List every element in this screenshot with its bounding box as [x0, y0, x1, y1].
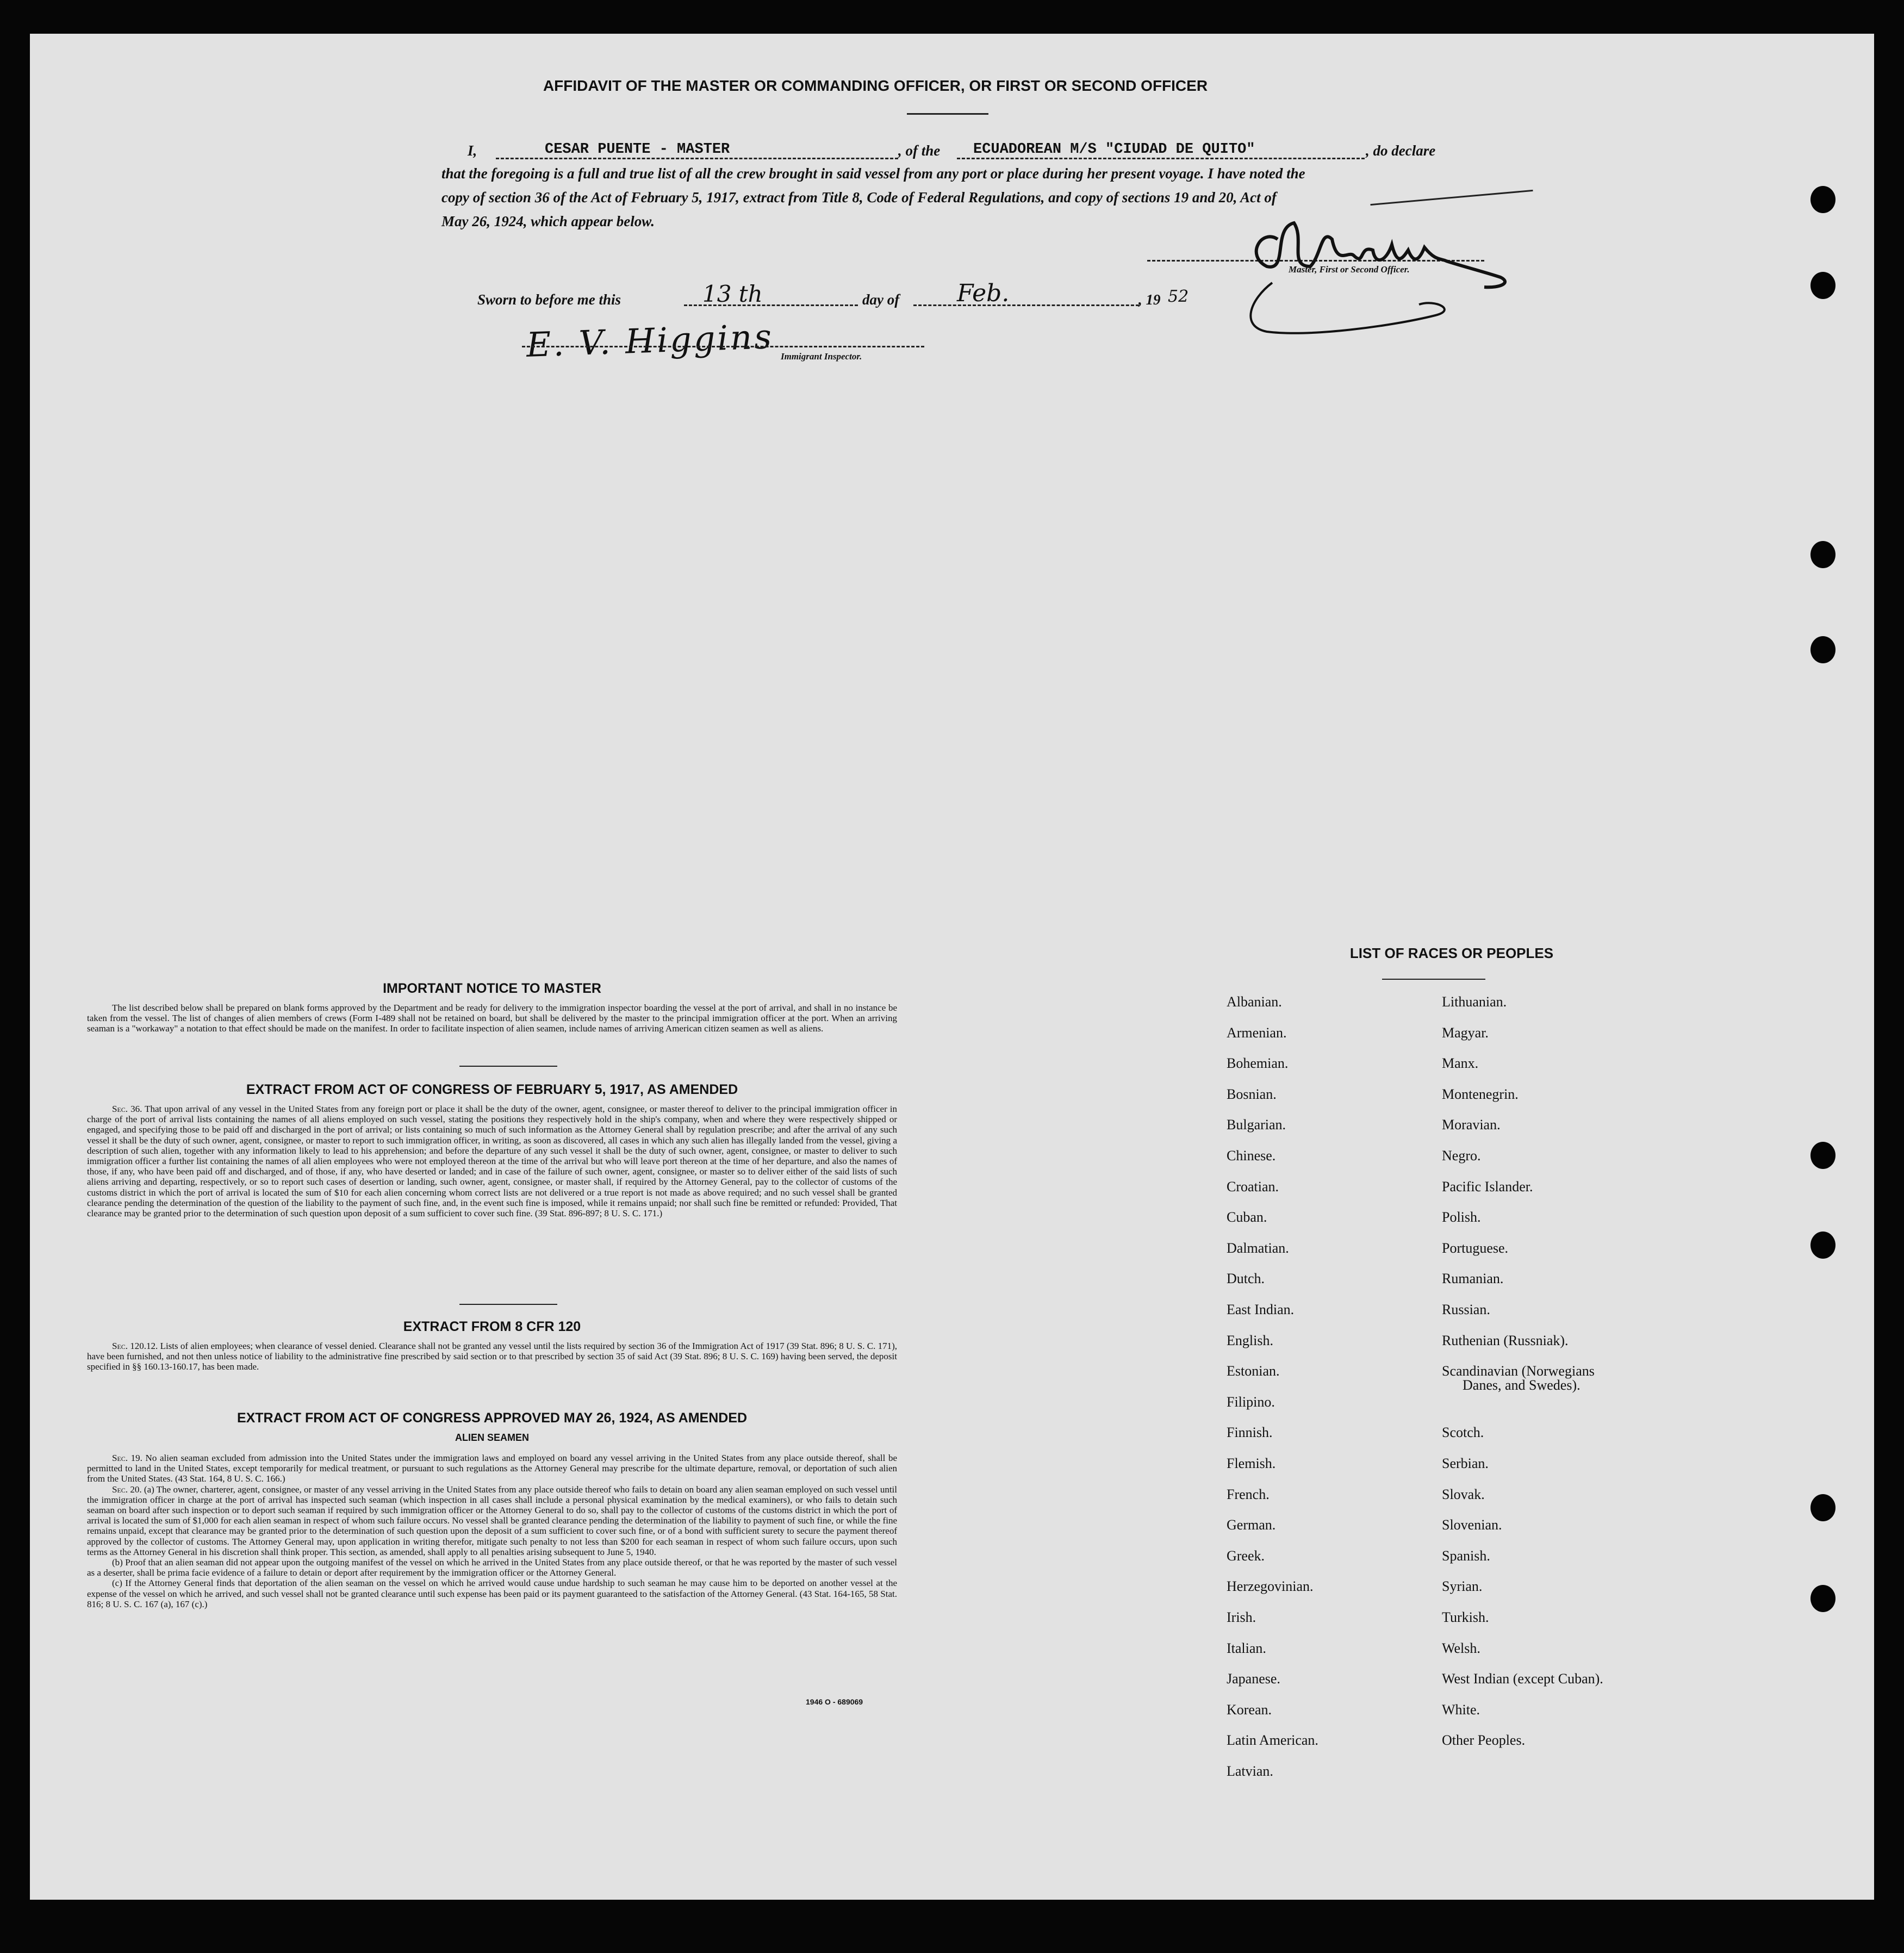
punch-hole	[1810, 1142, 1835, 1169]
extract-cfr-text: Lists of alien employees; when clearance of vessel denied. Clearance shall not be granted any vessel until the lists required by section 36 of the Immigration Act of 1917 (39 Stat. 896; 8 U. S. C. 171), have been furnished, and not then unless notice of liability to the administrative fine prescribed by said section or to that prescribed by section 35 of said Act (39 Stat. 896; 8 U. S. C. 169) having been served, the deposit specified in §§ 160.13-160.17, has been made.	[87, 1341, 897, 1372]
document-page	[30, 34, 1874, 1900]
race-item: Montenegrin.	[1442, 1086, 1519, 1102]
sworn-day: 13 th	[702, 281, 763, 307]
extract-1924-title: EXTRACT FROM ACT OF CONGRESS APPROVED MAY 26, 1924, AS AMENDED	[237, 1410, 748, 1426]
affidavit-line-4: May 26, 1924, which appear below.	[441, 213, 655, 229]
pronoun-label: I,	[468, 142, 477, 159]
sworn-label: Sworn to before me this	[477, 291, 621, 308]
race-item: Flemish.	[1227, 1456, 1276, 1471]
affidavit-line-3: copy of section 36 of the Act of February 5, 1917, extract from Title 8, Code of Federal Regulations, and copy of sections 19 and 20, Act of	[441, 189, 1277, 206]
section-divider	[459, 1066, 557, 1067]
sec-20b-text: (b) Proof that an alien seaman did not appear upon the outgoing manifest of the vessel on which he arrived in the United States from any place outside thereof, or that he was reported by the master of such vessel as a deserter, shall be prima facie evidence of a failure to detain or deport after requirement by the immigration officer or the Attorney General.	[87, 1557, 897, 1578]
race-item: Estonian.	[1227, 1363, 1280, 1379]
extract-1917-sec: Sec. 36.	[112, 1104, 142, 1114]
race-item: Moravian.	[1442, 1117, 1501, 1133]
race-item: Filipino.	[1227, 1394, 1275, 1410]
inspector-caption: Immigrant Inspector.	[781, 351, 862, 362]
race-item: Slovenian.	[1442, 1517, 1502, 1533]
sec-20-label: Sec. 20.	[112, 1484, 142, 1495]
extract-1917-title: EXTRACT FROM ACT OF CONGRESS OF FEBRUARY 5, 1917, AS AMENDED	[246, 1082, 738, 1097]
extract-cfr-sec: Sec. 120.12.	[112, 1341, 158, 1351]
race-item: Negro.	[1442, 1148, 1481, 1164]
print-code: 1946 O - 689069	[806, 1697, 863, 1706]
section-divider	[459, 1304, 557, 1305]
race-item: Lithuanian.	[1442, 994, 1507, 1010]
notice-body	[87, 1003, 897, 1034]
race-item: Albanian.	[1227, 994, 1282, 1010]
extract-cfr-title: EXTRACT FROM 8 CFR 120	[403, 1319, 581, 1334]
extract-1917-text: That upon arrival of any vessel in the United States from any foreign port or place it shall be the duty of the owner, agent, consignee, or master thereof to deliver to the principal immigration officer in charge of the port of arrival lists containing the names of all aliens employed on such vessel, stating the positions they respectively hold in the ship's company, when and where they were respectively shipped or engaged, and specifying those to be paid off and discharged in the port of arrival; or lists containing so much of such information as the Attorney General shall by regulation prescribe; and after the arrival of any such vessel it shall be the duty of such owner, agent, consignee, or master to report to such immigration officer, in writing, as soon as discovered, all cases in which any such alien has illegally landed from the vessel, giving a description of such alien, together with any information likely to lead to his apprehension; and before the departure of any such vessel it shall be the duty of such owner, agent, consignee, or master to deliver to such immigration officer a further list containing the names of all alien employees who were not employed thereon at the time of the arrival but who will leave port thereon at the time of her departure, and also the names of those, if any, who have been paid off and discharged, and of those, if any, who have deserted or landed; and in case of the failure of such owner, agent, consignee, or master so to deliver either of the said lists of such aliens arriving and departing, respectively, or so to report such cases of desertion or landing, such owner, agent, consignee, or master shall, if required by the Attorney General, pay to the collector of customs of the customs district in which the port of arrival is located the sum of $10 for each alien concerning whom correct lists are not delivered or a true report is not made as above required; and no such vessel shall be granted clearance pending the determination of the question of the liability to the payment of such fine, and, in the event such fine is imposed, while it remains unpaid; nor shall such fine be remitted or refunded: Provided, That clearance may be granted prior to the determination of such question upon deposit of a sum sufficient to cover such fine. (39 Stat. 896-897; 8 U. S. C. 171.)	[87, 1104, 897, 1219]
punch-hole	[1810, 1585, 1835, 1612]
race-item: Cuban.	[1227, 1209, 1267, 1226]
race-item: Rumanian.	[1442, 1271, 1504, 1287]
master-signature	[1229, 207, 1533, 370]
race-item: Finnish.	[1227, 1425, 1273, 1441]
sec-19-text: No alien seaman excluded from admission into the United States under the immigration laws and employed on board any vessel arriving in the United States from any place outside thereof, shall be permitted to land in the United States, except temporarily for medical treatment, or pursuant to such regulations as the Attorney General may prescribe for the ultimate departure, removal, or deportation of such alien from the United States. (43 Stat. 164, 8 U. S. C. 166.)	[87, 1453, 897, 1484]
race-item: Bosnian.	[1227, 1086, 1277, 1102]
punch-hole	[1810, 636, 1835, 663]
sec-19-label: Sec. 19.	[112, 1453, 142, 1463]
punch-hole	[1810, 186, 1835, 213]
race-item: Latin American.	[1227, 1732, 1318, 1749]
race-item: Syrian.	[1442, 1578, 1483, 1595]
race-item: Other Peoples.	[1442, 1732, 1526, 1749]
race-item: Bohemian.	[1227, 1055, 1289, 1072]
race-item: East Indian.	[1227, 1302, 1295, 1317]
race-item: Armenian.	[1227, 1024, 1287, 1041]
race-item: Turkish.	[1442, 1609, 1489, 1625]
race-item: Pacific Islander.	[1442, 1178, 1533, 1195]
year-prefix: , 19	[1138, 291, 1161, 308]
race-item: Magyar.	[1442, 1024, 1489, 1041]
master-caption: Master, First or Second Officer.	[1289, 264, 1410, 275]
punch-hole	[1810, 1231, 1835, 1259]
race-item: Latvian.	[1227, 1763, 1273, 1779]
title-rule	[907, 113, 988, 115]
punch-hole	[1810, 541, 1835, 568]
race-item: Polish.	[1442, 1209, 1481, 1226]
race-item: Herzegovinian.	[1227, 1578, 1314, 1595]
race-item: Russian.	[1442, 1302, 1490, 1317]
race-item: Greek.	[1227, 1547, 1265, 1564]
extract-1917-body	[87, 1104, 897, 1218]
officer-name-field: CESAR PUENTE - MASTER	[496, 141, 898, 159]
of-the-label: , of the	[898, 142, 941, 159]
notice-text: The list described below shall be prepared on blank forms approved by the Department and be ready for delivery to the immigration inspector boarding the vessel at the port of arrival, and shall in no instance be taken from the vessel. The list of changes of alien members of crews (Form I-489 shall not be retained on board, but shall be delivered by the master to the principal immigration officer at the port. When an arriving seaman is a "workaway" a notation to that effect should be made on the manifest. In order to facilitate inspection of alien seamen, include names of arriving American citizen seamen as well as aliens.	[87, 1003, 897, 1034]
race-item: West Indian (except Cuban).	[1442, 1671, 1603, 1687]
race-item: Bulgarian.	[1227, 1117, 1286, 1133]
race-item: Scandinavian (Norwegians	[1442, 1363, 1595, 1379]
notice-title: IMPORTANT NOTICE TO MASTER	[383, 981, 601, 996]
race-item: Slovak.	[1442, 1486, 1485, 1502]
sec-20c-text: (c) If the Attorney General finds that deportation of the alien seaman on the vessel on which he arrived would cause undue hardship to such seaman he may cause him to be deported on another vessel at the expense of the vessel on which he arrived, and such vessel shall not be granted clearance until such expense has been paid or its payment guaranteed to the satisfaction of the Attorney General. (43 Stat. 164-165, 58 Stat. 816; 8 U. S. C. 167 (a), 167 (c).)	[87, 1578, 897, 1609]
vessel-name-field: ECUADOREAN M/S "CIUDAD DE QUITO"	[957, 141, 1365, 159]
sworn-month-field	[913, 279, 1139, 307]
race-item: Dutch.	[1227, 1271, 1265, 1287]
inspector-signature: E. V. Higgins	[525, 316, 775, 365]
races-title: LIST OF RACES OR PEOPLES	[1349, 945, 1554, 961]
sworn-month: Feb.	[957, 279, 1010, 307]
race-item: French.	[1227, 1486, 1270, 1502]
race-item: Serbian.	[1442, 1456, 1489, 1471]
race-item: Japanese.	[1227, 1671, 1280, 1687]
affidavit-title: AFFIDAVIT OF THE MASTER OR COMMANDING OFFICER, OR FIRST OR SECOND OFFICER	[543, 77, 1208, 94]
extract-1924-subtitle: ALIEN SEAMEN	[455, 1432, 529, 1443]
race-item: Portuguese.	[1442, 1240, 1509, 1256]
race-item: Welsh.	[1442, 1640, 1480, 1656]
race-item: Ruthenian (Russniak).	[1442, 1332, 1569, 1348]
inspector-signature-line	[522, 346, 924, 347]
race-item: White.	[1442, 1701, 1480, 1718]
race-item: Dalmatian.	[1227, 1240, 1289, 1256]
race-item: Korean.	[1227, 1701, 1272, 1718]
race-item: Irish.	[1227, 1609, 1256, 1625]
race-item: Chinese.	[1227, 1148, 1276, 1164]
affidavit-line-2: that the foregoing is a full and true list of all the crew brought in said vessel from any port or place during her present voyage. I have noted the	[441, 165, 1305, 182]
punch-hole	[1810, 1494, 1835, 1521]
punch-hole	[1810, 272, 1835, 299]
race-item: Danes, and Swedes).	[1463, 1377, 1581, 1393]
extract-cfr-body	[87, 1341, 897, 1372]
race-item: Scotch.	[1442, 1425, 1484, 1441]
race-item: Italian.	[1227, 1640, 1266, 1656]
race-item: Croatian.	[1227, 1178, 1279, 1195]
race-item: German.	[1227, 1517, 1276, 1533]
year-suffix: 52	[1168, 287, 1189, 306]
races-title-rule	[1382, 979, 1485, 980]
race-item: English.	[1227, 1332, 1273, 1348]
race-item: Manx.	[1442, 1055, 1479, 1072]
extract-1924-body	[87, 1453, 897, 1609]
race-item: Spanish.	[1442, 1547, 1490, 1564]
day-of-label: day of	[862, 291, 900, 308]
sworn-day-field	[684, 283, 858, 306]
declare-label: , do declare	[1366, 142, 1436, 159]
sec-20a-text: (a) The owner, charterer, agent, consignee, or master of any vessel arriving in the United States from any place outside thereof who fails to detain on board any alien seaman employed on such vessel until the immigration officer in charge at the port of arrival has inspected such seaman (which inspection in all cases shall include a personal physical examination by the medical examiners), or who fails to detain such seaman on board after such inspection or to deport such seaman if required by such immigration officer or the Attorney General to do so, shall pay to the collector of customs of the customs district in which the port of arrival is located the sum of $1,000 for each alien seaman in respect of whom such failure occurs. No vessel shall be granted clearance pending the determination of the liability to payment of such fine, or while the fine remains unpaid, except that clearance may be granted prior to the determination of such question upon the deposit of a sum sufficient to cover such fine, or of a bond with sufficient surety to secure the payment thereof approved by the collector of customs. The Attorney General may, upon application in writing therefor, mitigate such penalty to not less than $200 for each seaman in respect of whom such failure occurs, upon such terms as the Attorney General in his discretion shall think proper. This section, as amended, shall apply to all penalties arising subsequent to June 5, 1940.	[87, 1484, 898, 1557]
